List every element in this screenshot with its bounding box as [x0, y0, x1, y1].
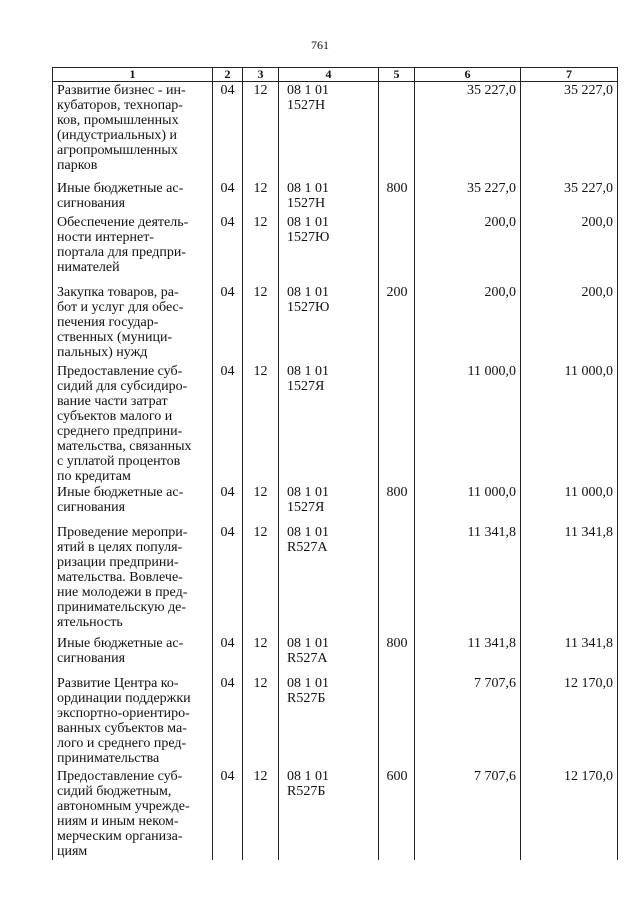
item-name-line: портала для предпри-	[57, 244, 186, 260]
item-name-line: печения государ-	[57, 314, 159, 330]
amount-col6-cell: 11 000,0	[415, 484, 521, 524]
target-article-line: 1527Н	[287, 98, 326, 113]
target-article-line: R527Б	[287, 783, 326, 799]
expense-type-cell	[379, 363, 415, 484]
item-name-line: сигнования	[57, 650, 126, 666]
target-article-cell	[279, 484, 379, 524]
item-name-line: Проведение меропри-	[57, 524, 188, 540]
target-article-line: 1527Я	[287, 378, 325, 394]
item-name-line: ков, промышленных	[57, 113, 179, 128]
page-number: 761	[311, 38, 329, 52]
target-article-line: 08 1 01	[287, 635, 329, 651]
amount-col7-cell: 11 341,8	[521, 524, 618, 635]
item-name-line: Обеспечение деятель-	[57, 214, 189, 230]
section-cell: 04	[213, 284, 243, 363]
section-cell: 04	[213, 484, 243, 524]
item-name-cell	[53, 768, 213, 860]
expense-type-cell: 800	[379, 180, 415, 214]
expense-type-cell: 200	[379, 284, 415, 363]
item-name-line: вание части затрат	[57, 393, 168, 409]
subsection-cell: 12	[243, 524, 279, 635]
subsection-cell: 12	[243, 180, 279, 214]
item-name-cell	[53, 214, 213, 284]
target-article-line: 1527Ю	[287, 299, 330, 315]
target-article-cell	[279, 284, 379, 363]
section-cell: 04	[213, 82, 243, 180]
item-name-line: нимателей	[57, 259, 120, 275]
target-article-line: R527Б	[287, 690, 326, 706]
target-article-cell	[279, 363, 379, 484]
item-name-cell	[53, 635, 213, 675]
amount-col7-cell: 12 170,0	[521, 768, 618, 860]
amount-col6-cell: 7 707,6	[415, 675, 521, 768]
section-cell: 04	[213, 180, 243, 214]
item-name-cell	[53, 484, 213, 524]
amount-col7-cell: 11 000,0	[521, 363, 618, 484]
subsection-cell: 12	[243, 768, 279, 860]
item-name-line: принимательскую де-	[57, 599, 187, 615]
amount-col7-cell: 35 227,0	[521, 82, 618, 180]
subsection-cell: 12	[243, 214, 279, 284]
section-cell: 04	[213, 635, 243, 675]
item-name-cell	[53, 524, 213, 635]
item-name-line: Развитие бизнес - ин-	[57, 83, 186, 98]
item-name-cell	[53, 675, 213, 768]
item-name-line: с уплатой процентов	[57, 453, 181, 469]
item-name-line: Иные бюджетные ас-	[57, 484, 184, 500]
item-name-cell	[53, 82, 213, 180]
budget-table	[52, 67, 618, 860]
item-name-line: Предоставление суб-	[57, 768, 183, 784]
subsection-cell: 12	[243, 82, 279, 180]
item-name-line: автономным учрежде-	[57, 798, 190, 814]
item-name-line: парков	[57, 158, 98, 173]
item-name-line: экспортно-ориентиро-	[57, 705, 190, 721]
item-name-line: ванных субъектов ма-	[57, 720, 187, 736]
target-article-cell	[279, 82, 379, 180]
item-name-line: Закупка товаров, ра-	[57, 284, 179, 300]
table-body	[53, 82, 618, 860]
section-cell: 04	[213, 768, 243, 860]
subsection-cell: 12	[243, 363, 279, 484]
target-article-line: 08 1 01	[287, 284, 329, 300]
target-article-line: 08 1 01	[287, 363, 329, 379]
subsection-cell: 12	[243, 635, 279, 675]
table-row	[53, 635, 618, 675]
item-name-line: Развитие Центра ко-	[57, 675, 179, 691]
amount-col7-cell: 35 227,0	[521, 180, 618, 214]
target-article-cell	[279, 768, 379, 860]
table-row	[53, 214, 618, 284]
target-article-line: 08 1 01	[287, 675, 329, 691]
amount-col6-cell: 200,0	[415, 284, 521, 363]
item-name-line: бот и услуг для обес-	[57, 299, 184, 315]
header-cell: 6	[415, 68, 521, 82]
section-cell: 04	[213, 363, 243, 484]
expense-type-cell	[379, 524, 415, 635]
item-name-line: ординации поддержки	[57, 690, 191, 706]
amount-col7-cell: 200,0	[521, 214, 618, 284]
amount-col6-cell: 11 000,0	[415, 363, 521, 484]
item-name-line: ризации предприни-	[57, 554, 179, 570]
item-name-line: сидий для субсидиро-	[57, 378, 188, 394]
item-name-cell	[53, 180, 213, 214]
item-name-cell	[53, 284, 213, 363]
amount-col6-cell: 35 227,0	[415, 82, 521, 180]
subsection-cell: 12	[243, 675, 279, 768]
item-name-line: Иные бюджетные ас-	[57, 635, 184, 651]
target-article-line: R527А	[287, 539, 328, 555]
item-name-line: (индустриальных) и	[57, 128, 178, 143]
amount-col7-cell: 200,0	[521, 284, 618, 363]
item-name-cell	[53, 363, 213, 484]
item-name-line: пальных) нужд	[57, 344, 148, 360]
header-row	[53, 68, 618, 82]
target-article-cell	[279, 180, 379, 214]
item-name-line: ниям и иным неком-	[57, 813, 179, 829]
table-row	[53, 82, 618, 180]
item-name-line: по кредитам	[57, 468, 131, 484]
item-name-line: субъектов малого и	[57, 408, 173, 424]
table-row	[53, 284, 618, 363]
header-cell: 7	[521, 68, 618, 82]
item-name-line: ятельность	[57, 614, 123, 630]
item-name-line: кубаторов, технопар-	[57, 98, 183, 113]
item-name-line: ние молодежи в пред-	[57, 584, 188, 600]
target-article-line: 1527Ю	[287, 229, 330, 245]
header-cell: 4	[279, 68, 379, 82]
header-cell: 5	[379, 68, 415, 82]
amount-col7-cell: 11 341,8	[521, 635, 618, 675]
amount-col7-cell: 11 000,0	[521, 484, 618, 524]
item-name-line: Иные бюджетные ас-	[57, 180, 184, 196]
target-article-cell	[279, 524, 379, 635]
target-article-cell	[279, 635, 379, 675]
expense-type-cell	[379, 214, 415, 284]
section-cell: 04	[213, 675, 243, 768]
expense-type-cell: 600	[379, 768, 415, 860]
header-cell: 2	[213, 68, 243, 82]
target-article-cell	[279, 675, 379, 768]
target-article-line: 1527Я	[287, 499, 325, 515]
item-name-line: сигнования	[57, 499, 126, 515]
amount-col6-cell: 7 707,6	[415, 768, 521, 860]
amount-col6-cell: 11 341,8	[415, 524, 521, 635]
target-article-line: 08 1 01	[287, 83, 329, 98]
table-row	[53, 768, 618, 860]
item-name-line: среднего предприни-	[57, 423, 183, 439]
expense-type-cell: 800	[379, 484, 415, 524]
amount-col6-cell: 200,0	[415, 214, 521, 284]
amount-col7-cell: 12 170,0	[521, 675, 618, 768]
section-cell: 04	[213, 214, 243, 284]
item-name-line: мерческим организа-	[57, 828, 183, 844]
item-name-line: сигнования	[57, 195, 126, 211]
target-article-line: R527А	[287, 650, 328, 666]
target-article-line: 1527Н	[287, 195, 326, 211]
target-article-line: 08 1 01	[287, 180, 329, 196]
item-name-line: принимательства	[57, 750, 160, 766]
amount-col6-cell: 11 341,8	[415, 635, 521, 675]
item-name-line: ственных (муници-	[57, 329, 173, 345]
expense-type-cell: 800	[379, 635, 415, 675]
item-name-line: лого и среднего пред-	[57, 735, 187, 751]
target-article-line: 08 1 01	[287, 768, 329, 784]
expense-type-cell	[379, 675, 415, 768]
item-name-line: сидий бюджетным,	[57, 783, 172, 799]
subsection-cell: 12	[243, 284, 279, 363]
table-row	[53, 675, 618, 768]
target-article-line: 08 1 01	[287, 524, 329, 540]
item-name-line: Предоставление суб-	[57, 363, 183, 379]
item-name-line: ятий в целях популя-	[57, 539, 183, 555]
item-name-line: мательства, связанных	[57, 438, 192, 454]
section-cell: 04	[213, 524, 243, 635]
table-row	[53, 363, 618, 484]
table-row	[53, 484, 618, 524]
table-row	[53, 180, 618, 214]
item-name-line: циям	[57, 843, 88, 859]
target-article-line: 08 1 01	[287, 484, 329, 500]
item-name-line: ности интернет-	[57, 229, 154, 245]
expense-type-cell	[379, 82, 415, 180]
amount-col6-cell: 35 227,0	[415, 180, 521, 214]
item-name-line: агропромышленных	[57, 143, 178, 158]
subsection-cell: 12	[243, 484, 279, 524]
target-article-cell	[279, 214, 379, 284]
target-article-line: 08 1 01	[287, 214, 329, 230]
header-cell: 1	[53, 68, 213, 82]
header-cell: 3	[243, 68, 279, 82]
item-name-line: мательства. Вовлече-	[57, 569, 183, 585]
table-row	[53, 524, 618, 635]
